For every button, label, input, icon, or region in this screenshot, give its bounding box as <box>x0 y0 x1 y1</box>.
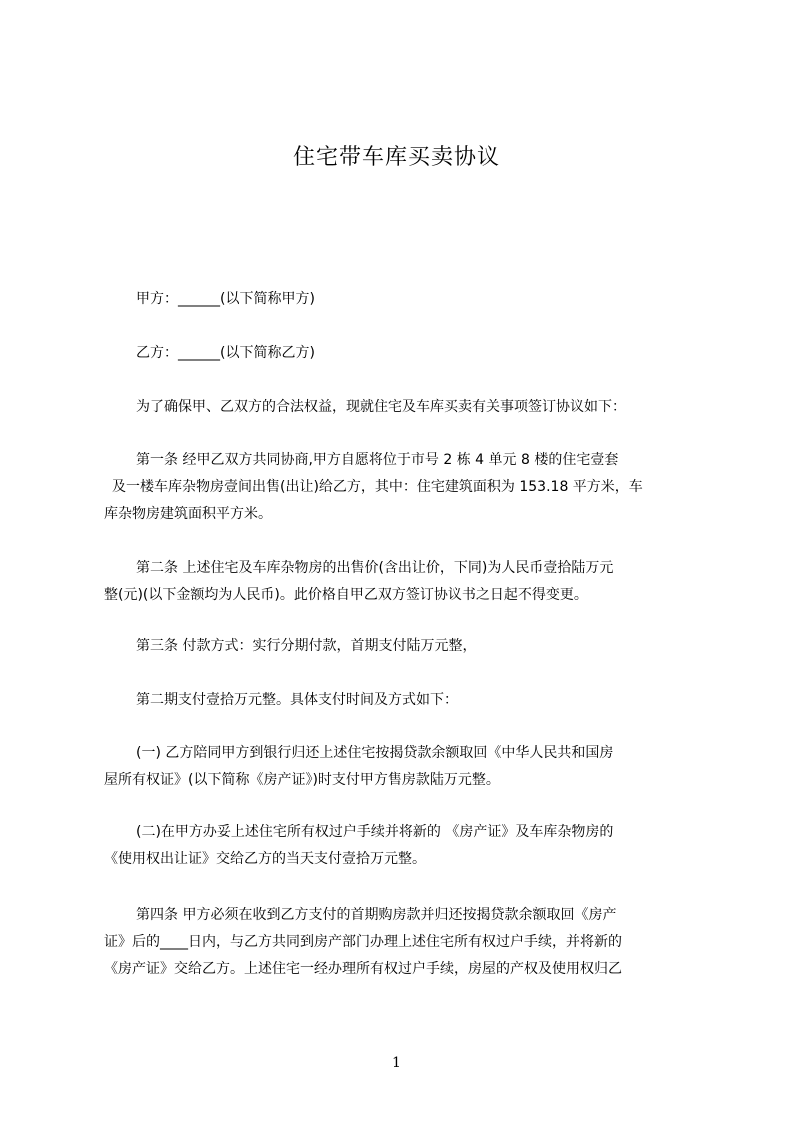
item-1-paragraph <box>104 740 700 794</box>
article-4-line-2: 证》后的____日内，与乙方共同到房产部门办理上述住宅所有权过户手续，并将新的 <box>104 934 622 950</box>
preamble-line: 为了确保甲、乙双方的合法权益，现就住宅及车库买卖有关事项签订协议如下： <box>136 399 626 415</box>
article-2-line-2: 整(元)(以下金额均为人民币)。此价格自甲乙双方签订协议书之日起不得变更。 <box>104 587 588 603</box>
article-4-paragraph <box>104 902 700 983</box>
article-2-line-1: 第二条 上述住宅及车库杂物房的出售价(含出让价，下同)为人民币壹拾陆万元 <box>136 560 614 576</box>
article-3-paragraph <box>104 633 700 660</box>
installment-2-line: 第二期支付壹拾万元整。具体支付时间及方式如下： <box>136 692 458 708</box>
item-2-line-1: (二)在甲方办妥上述住宅所有权过户手续并将新的 《房产证》及车库杂物房的 <box>136 824 614 840</box>
item-1-line-2: 屋所有权证》(以下简称《房产证》)时支付甲方售房款陆万元整。 <box>104 772 500 788</box>
party-a-paragraph <box>104 286 700 313</box>
party-a-line: 甲方：______(以下简称甲方) <box>136 291 315 307</box>
document-title: 住宅带车库买卖协议 <box>292 145 500 170</box>
article-4-line-3: 《房产证》交给乙方。上述住宅一经办理所有权过户手续，房屋的产权及使用权归乙 <box>104 961 622 977</box>
item-2-line-2: 《使用权出让证》交给乙方的当天支付壹拾万元整。 <box>104 851 426 867</box>
item-2-paragraph <box>104 819 700 873</box>
article-1-paragraph <box>104 447 700 528</box>
article-1-line-3: 库杂物房建筑面积平方米。 <box>104 506 272 522</box>
party-b-line: 乙方：______(以下简称乙方) <box>136 345 315 361</box>
article-4-line-1: 第四条 甲方必须在收到乙方支付的首期购房款并归还按揭贷款余额取回《房产 <box>136 907 617 923</box>
page-number: 1 <box>392 1055 401 1071</box>
item-1-line-1: (一) 乙方陪同甲方到银行归还上述住宅按揭贷款余额取回《中华人民共和国房 <box>136 745 614 761</box>
article-1-line-1: 第一条 经甲乙双方共同协商,甲方自愿将位于市号 2 栋 4 单元 8 楼的住宅壹套 <box>136 452 619 468</box>
article-1-line-2: 及一楼车库杂物房壹间出售(出让)给乙方，其中：住宅建筑面积为 153.18 平方米，车 <box>112 479 643 495</box>
article-3-line-1: 第三条 付款方式：实行分期付款，首期支付陆万元整， <box>136 638 477 654</box>
party-b-paragraph <box>104 340 700 367</box>
preamble-paragraph <box>104 394 700 421</box>
article-2-paragraph <box>104 555 700 609</box>
installment-2-paragraph <box>104 687 700 714</box>
